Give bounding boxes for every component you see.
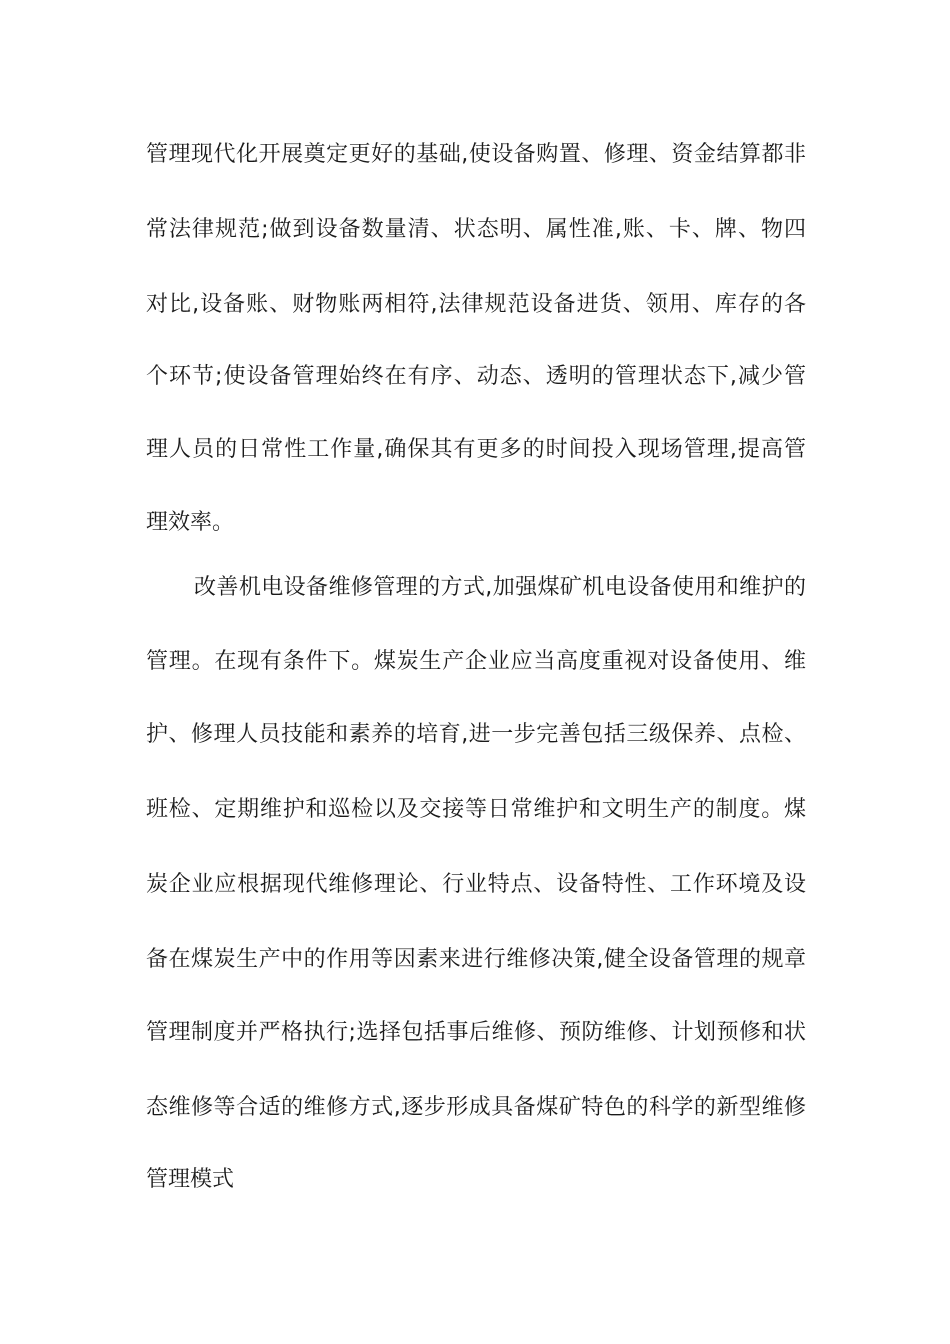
paragraph-2-line-5: 炭企业应根据现代维修理论、行业特点、设备特性、工作环境及设 bbox=[146, 872, 806, 897]
paragraph-1-line-6: 理效率。 bbox=[146, 510, 235, 535]
paragraph-2-line-2: 管理。在现有条件下。煤炭生产企业应当高度重视对设备使用、维 bbox=[146, 649, 806, 674]
paragraph-2-line-3: 护、修理人员技能和素养的培育,进一步完善包括三级保养、点检、 bbox=[146, 722, 806, 747]
paragraph-1-line-3: 对比,设备账、财物账两相符,法律规范设备进货、领用、库存的各 bbox=[146, 292, 806, 317]
paragraph-2-line-9: 管理模式 bbox=[146, 1167, 235, 1192]
paragraph-2-line-1: 改善机电设备维修管理的方式,加强煤矿机电设备使用和维护的 bbox=[194, 575, 806, 600]
paragraph-1-line-4: 个环节;使设备管理始终在有序、动态、透明的管理状态下,减少管 bbox=[146, 364, 806, 389]
paragraph-2-line-8: 态维修等合适的维修方式,逐步形成具备煤矿特色的科学的新型维修 bbox=[146, 1095, 806, 1120]
paragraph-2-line-7: 管理制度并严格执行;选择包括事后维修、预防维修、计划预修和状 bbox=[146, 1020, 806, 1045]
paragraph-1-line-2: 常法律规范;做到设备数量清、状态明、属性准,账、卡、牌、物四 bbox=[146, 217, 806, 242]
paragraph-2-line-4: 班检、定期维护和巡检以及交接等日常维护和文明生产的制度。煤 bbox=[146, 797, 806, 822]
paragraph-2-line-6: 备在煤炭生产中的作用等因素来进行维修决策,健全设备管理的规章 bbox=[146, 947, 806, 972]
paragraph-1-line-1: 管理现代化开展奠定更好的基础,使设备购置、修理、资金结算都非 bbox=[146, 142, 806, 167]
paragraph-1-line-5: 理人员的日常性工作量,确保其有更多的时间投入现场管理,提高管 bbox=[146, 437, 806, 462]
